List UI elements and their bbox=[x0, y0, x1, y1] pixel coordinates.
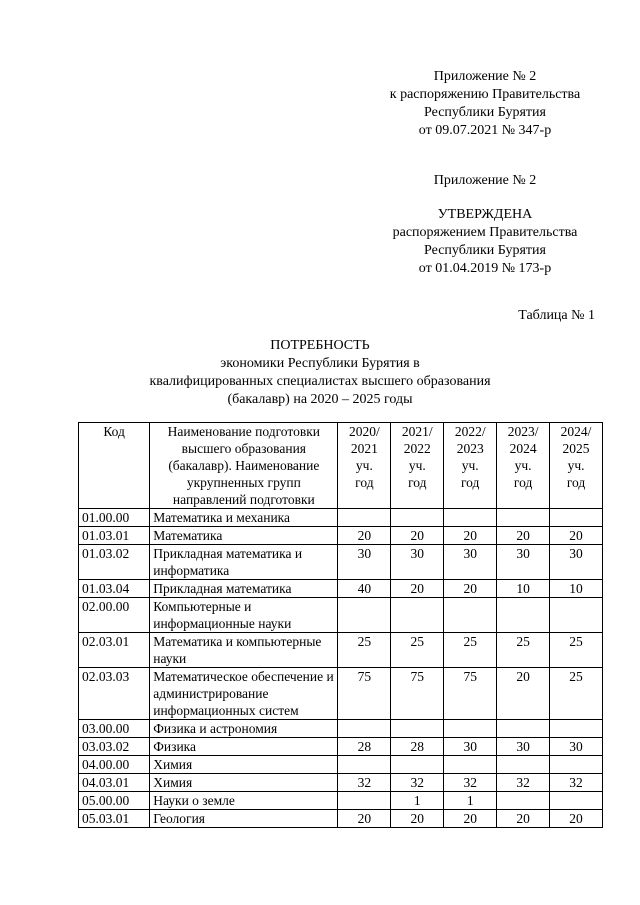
approval-block bbox=[370, 206, 600, 278]
table-row bbox=[79, 810, 603, 828]
row-value bbox=[338, 756, 391, 774]
table-row bbox=[79, 774, 603, 792]
row-name: Компьютерные и информационные науки bbox=[150, 598, 338, 633]
row-value bbox=[497, 509, 550, 527]
row-value: 25 bbox=[550, 668, 603, 720]
row-value bbox=[391, 720, 444, 738]
row-value bbox=[550, 509, 603, 527]
row-value bbox=[391, 598, 444, 633]
row-code: 01.03.04 bbox=[79, 580, 150, 598]
appendix-current-line4: от 09.07.2021 № 347-р bbox=[418, 123, 552, 138]
row-value bbox=[550, 792, 603, 810]
row-name: Химия bbox=[150, 774, 338, 792]
table-body bbox=[79, 509, 603, 828]
row-name: Физика bbox=[150, 738, 338, 756]
row-value: 75 bbox=[391, 668, 444, 720]
title-line1: ПОТРЕБНОСТЬ bbox=[270, 338, 370, 353]
document-title bbox=[120, 337, 520, 409]
header-year: 2021/ 2022 уч. год bbox=[391, 423, 444, 509]
demand-table bbox=[78, 422, 603, 828]
row-value: 20 bbox=[444, 580, 497, 598]
row-value bbox=[550, 756, 603, 774]
row-value bbox=[391, 509, 444, 527]
row-value: 25 bbox=[391, 633, 444, 668]
row-value: 32 bbox=[391, 774, 444, 792]
row-value: 32 bbox=[444, 774, 497, 792]
row-value: 40 bbox=[338, 580, 391, 598]
table-row bbox=[79, 756, 603, 774]
row-value bbox=[444, 598, 497, 633]
row-value bbox=[550, 598, 603, 633]
row-value bbox=[444, 756, 497, 774]
row-value: 20 bbox=[550, 527, 603, 545]
row-value bbox=[338, 792, 391, 810]
row-value: 20 bbox=[338, 810, 391, 828]
header-year: 2023/ 2024 уч. год bbox=[497, 423, 550, 509]
row-value: 20 bbox=[338, 527, 391, 545]
table-row bbox=[79, 598, 603, 633]
row-value bbox=[444, 720, 497, 738]
approval-line2: Республики Бурятия bbox=[424, 243, 546, 258]
row-name: Математика bbox=[150, 527, 338, 545]
row-value bbox=[338, 720, 391, 738]
row-value: 25 bbox=[444, 633, 497, 668]
row-value: 10 bbox=[497, 580, 550, 598]
row-value: 20 bbox=[550, 810, 603, 828]
row-value: 30 bbox=[550, 545, 603, 580]
header-name: Наименование подготовки высшего образования (бакалавр). Наименование укрупненных групп направлений подготовки bbox=[150, 423, 338, 509]
row-code: 01.03.01 bbox=[79, 527, 150, 545]
row-value: 30 bbox=[444, 738, 497, 756]
row-value: 25 bbox=[338, 633, 391, 668]
row-value bbox=[391, 756, 444, 774]
row-code: 04.03.01 bbox=[79, 774, 150, 792]
row-name: Математика и механика bbox=[150, 509, 338, 527]
row-value: 20 bbox=[497, 668, 550, 720]
row-value: 30 bbox=[338, 545, 391, 580]
row-value: 30 bbox=[550, 738, 603, 756]
row-value bbox=[444, 509, 497, 527]
row-value: 30 bbox=[444, 545, 497, 580]
row-value: 32 bbox=[550, 774, 603, 792]
row-value: 1 bbox=[444, 792, 497, 810]
row-code: 05.00.00 bbox=[79, 792, 150, 810]
row-code: 04.00.00 bbox=[79, 756, 150, 774]
title-line3: квалифицированных специалистах высшего образования bbox=[149, 374, 491, 389]
row-value bbox=[497, 792, 550, 810]
table-row bbox=[79, 792, 603, 810]
row-code: 01.00.00 bbox=[79, 509, 150, 527]
row-value bbox=[338, 598, 391, 633]
row-value bbox=[497, 756, 550, 774]
table-header-row bbox=[79, 423, 603, 509]
row-value: 28 bbox=[338, 738, 391, 756]
row-value: 32 bbox=[338, 774, 391, 792]
row-code: 01.03.02 bbox=[79, 545, 150, 580]
row-value bbox=[338, 509, 391, 527]
row-value: 25 bbox=[497, 633, 550, 668]
row-value: 30 bbox=[391, 545, 444, 580]
row-value: 20 bbox=[391, 810, 444, 828]
row-code: 05.03.01 bbox=[79, 810, 150, 828]
appendix-current-line1: Приложение № 2 bbox=[433, 69, 537, 84]
row-name: Науки о земле bbox=[150, 792, 338, 810]
table-row bbox=[79, 720, 603, 738]
row-value: 20 bbox=[497, 810, 550, 828]
appendix-current-line2: к распоряжению Правительства bbox=[389, 87, 581, 102]
approval-line1: распоряжением Правительства bbox=[392, 225, 578, 240]
row-value: 30 bbox=[497, 545, 550, 580]
appendix-current-line3: Республики Бурятия bbox=[424, 105, 546, 120]
table-row bbox=[79, 668, 603, 720]
appendix-current-block bbox=[370, 68, 600, 140]
row-name: Физика и астрономия bbox=[150, 720, 338, 738]
row-value: 75 bbox=[444, 668, 497, 720]
row-name: Прикладная математика и информатика bbox=[150, 545, 338, 580]
row-value: 1 bbox=[391, 792, 444, 810]
table-label: Таблица № 1 bbox=[518, 308, 595, 323]
row-name: Математическое обеспечение и администрирование информационных систем bbox=[150, 668, 338, 720]
row-value: 28 bbox=[391, 738, 444, 756]
row-value: 30 bbox=[497, 738, 550, 756]
row-value: 32 bbox=[497, 774, 550, 792]
row-value: 20 bbox=[391, 527, 444, 545]
row-value: 20 bbox=[444, 527, 497, 545]
row-value: 25 bbox=[550, 633, 603, 668]
appendix-original-label: Приложение № 2 bbox=[433, 173, 537, 188]
row-value: 20 bbox=[497, 527, 550, 545]
row-value: 10 bbox=[550, 580, 603, 598]
table-row bbox=[79, 580, 603, 598]
row-code: 03.03.02 bbox=[79, 738, 150, 756]
header-code: Код bbox=[79, 423, 150, 509]
header-year: 2022/ 2023 уч. год bbox=[444, 423, 497, 509]
row-name: Геология bbox=[150, 810, 338, 828]
row-value: 20 bbox=[391, 580, 444, 598]
approved-heading: УТВЕРЖДЕНА bbox=[437, 207, 533, 222]
row-value bbox=[497, 720, 550, 738]
row-name: Математика и компьютерные науки bbox=[150, 633, 338, 668]
row-value bbox=[550, 720, 603, 738]
row-value: 20 bbox=[444, 810, 497, 828]
title-line4: (бакалавр) на 2020 – 2025 годы bbox=[227, 392, 413, 407]
approval-line3: от 01.04.2019 № 173-р bbox=[418, 261, 552, 276]
row-name: Прикладная математика bbox=[150, 580, 338, 598]
table-row bbox=[79, 527, 603, 545]
row-name: Химия bbox=[150, 756, 338, 774]
table-row bbox=[79, 738, 603, 756]
title-line2: экономики Республики Бурятия в bbox=[220, 356, 420, 371]
table-row bbox=[79, 633, 603, 668]
row-code: 02.00.00 bbox=[79, 598, 150, 633]
header-year: 2020/ 2021 уч. год bbox=[338, 423, 391, 509]
row-code: 03.00.00 bbox=[79, 720, 150, 738]
row-code: 02.03.03 bbox=[79, 668, 150, 720]
table-row bbox=[79, 509, 603, 527]
row-code: 02.03.01 bbox=[79, 633, 150, 668]
header-year: 2024/ 2025 уч. год bbox=[550, 423, 603, 509]
row-value bbox=[497, 598, 550, 633]
row-value: 75 bbox=[338, 668, 391, 720]
table-row bbox=[79, 545, 603, 580]
